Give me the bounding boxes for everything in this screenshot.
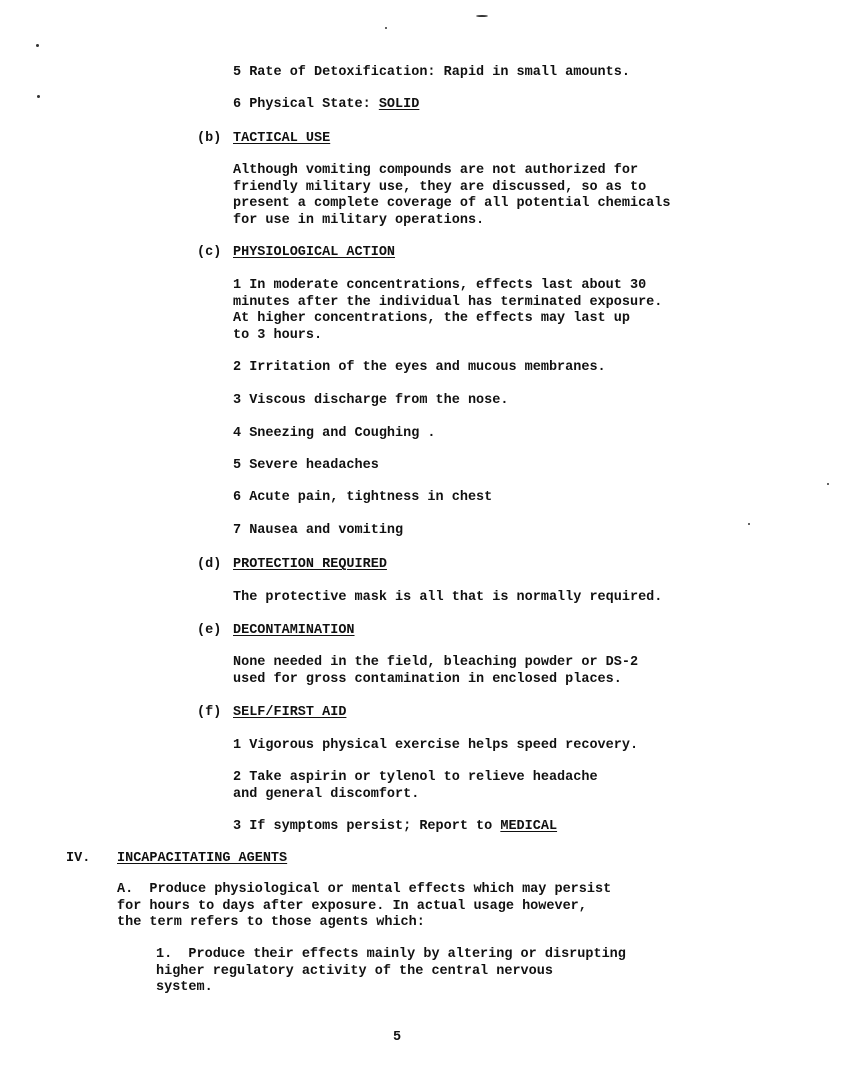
section-iv-marker: IV.	[66, 851, 91, 866]
section-b-marker: (b)	[197, 131, 222, 146]
section-iv-paragraph-a: A. Produce physiological or mental effects which may persist for hours to days after exposure. In actual usage however, the term refers to those agents which:	[117, 882, 612, 930]
section-f-item-3-text: 3 If symptoms persist; Report to	[233, 819, 501, 834]
section-e-text: None needed in the field, bleaching powder or DS-2 used for gross contamination in enclosed places.	[233, 655, 639, 687]
section-d-text: The protective mask is all that is normally required.	[233, 590, 663, 605]
section-f-item-1: 1 Vigorous physical exercise helps speed recovery.	[233, 738, 639, 753]
rate-line: 5 Rate of Detoxification: Rapid in small amounts.	[233, 65, 630, 80]
scan-mark	[748, 523, 750, 525]
section-b-heading: TACTICAL USE	[233, 131, 331, 146]
section-c-item-6: 6 Acute pain, tightness in chest	[233, 490, 493, 505]
section-c-item-4: 4 Sneezing and Coughing .	[233, 426, 436, 441]
section-iv-item-1: 1. Produce their effects mainly by altering or disrupting higher regulatory activity of the central nervous system.	[156, 947, 626, 995]
section-f-item-3	[233, 819, 557, 836]
section-c-item-3: 3 Viscous discharge from the nose.	[233, 393, 509, 408]
section-f-item-3-target: MEDICAL	[500, 819, 558, 834]
section-d-heading: PROTECTION REQUIRED	[233, 557, 387, 572]
section-c-heading: PHYSIOLOGICAL ACTION	[233, 245, 396, 260]
section-c-marker: (c)	[197, 245, 222, 260]
section-iv-heading: INCAPACITATING AGENTS	[117, 851, 288, 866]
section-c-item-5: 5 Severe headaches	[233, 458, 379, 473]
scan-mark	[37, 95, 40, 98]
section-f-item-2: 2 Take aspirin or tylenol to relieve headache and general discomfort.	[233, 770, 598, 802]
section-c-item-7: 7 Nausea and vomiting	[233, 523, 404, 538]
scan-mark	[385, 27, 387, 29]
scan-mark	[476, 15, 488, 17]
section-f-marker: (f)	[197, 705, 222, 720]
section-e-heading: DECONTAMINATION	[233, 623, 355, 638]
scan-mark	[36, 44, 39, 47]
page-number: 5	[393, 1030, 402, 1045]
section-d-marker: (d)	[197, 557, 222, 572]
section-c-item-2: 2 Irritation of the eyes and mucous membranes.	[233, 360, 606, 375]
section-b-text: Although vomiting compounds are not authorized for friendly military use, they are discussed, so as to present a complete coverage of all potential chemicals for use in military operations.	[233, 163, 671, 228]
state-line	[233, 97, 419, 114]
section-c-item-1: 1 In moderate concentrations, effects last about 30 minutes after the individual has terminated exposure. At higher concentrations, the effects may last up to 3 hours.	[233, 278, 663, 343]
scan-mark	[827, 483, 829, 485]
state-value: SOLID	[378, 97, 420, 112]
section-f-heading: SELF/FIRST AID	[233, 705, 347, 720]
section-e-marker: (e)	[197, 623, 222, 638]
state-label: 6 Physical State:	[233, 97, 379, 112]
